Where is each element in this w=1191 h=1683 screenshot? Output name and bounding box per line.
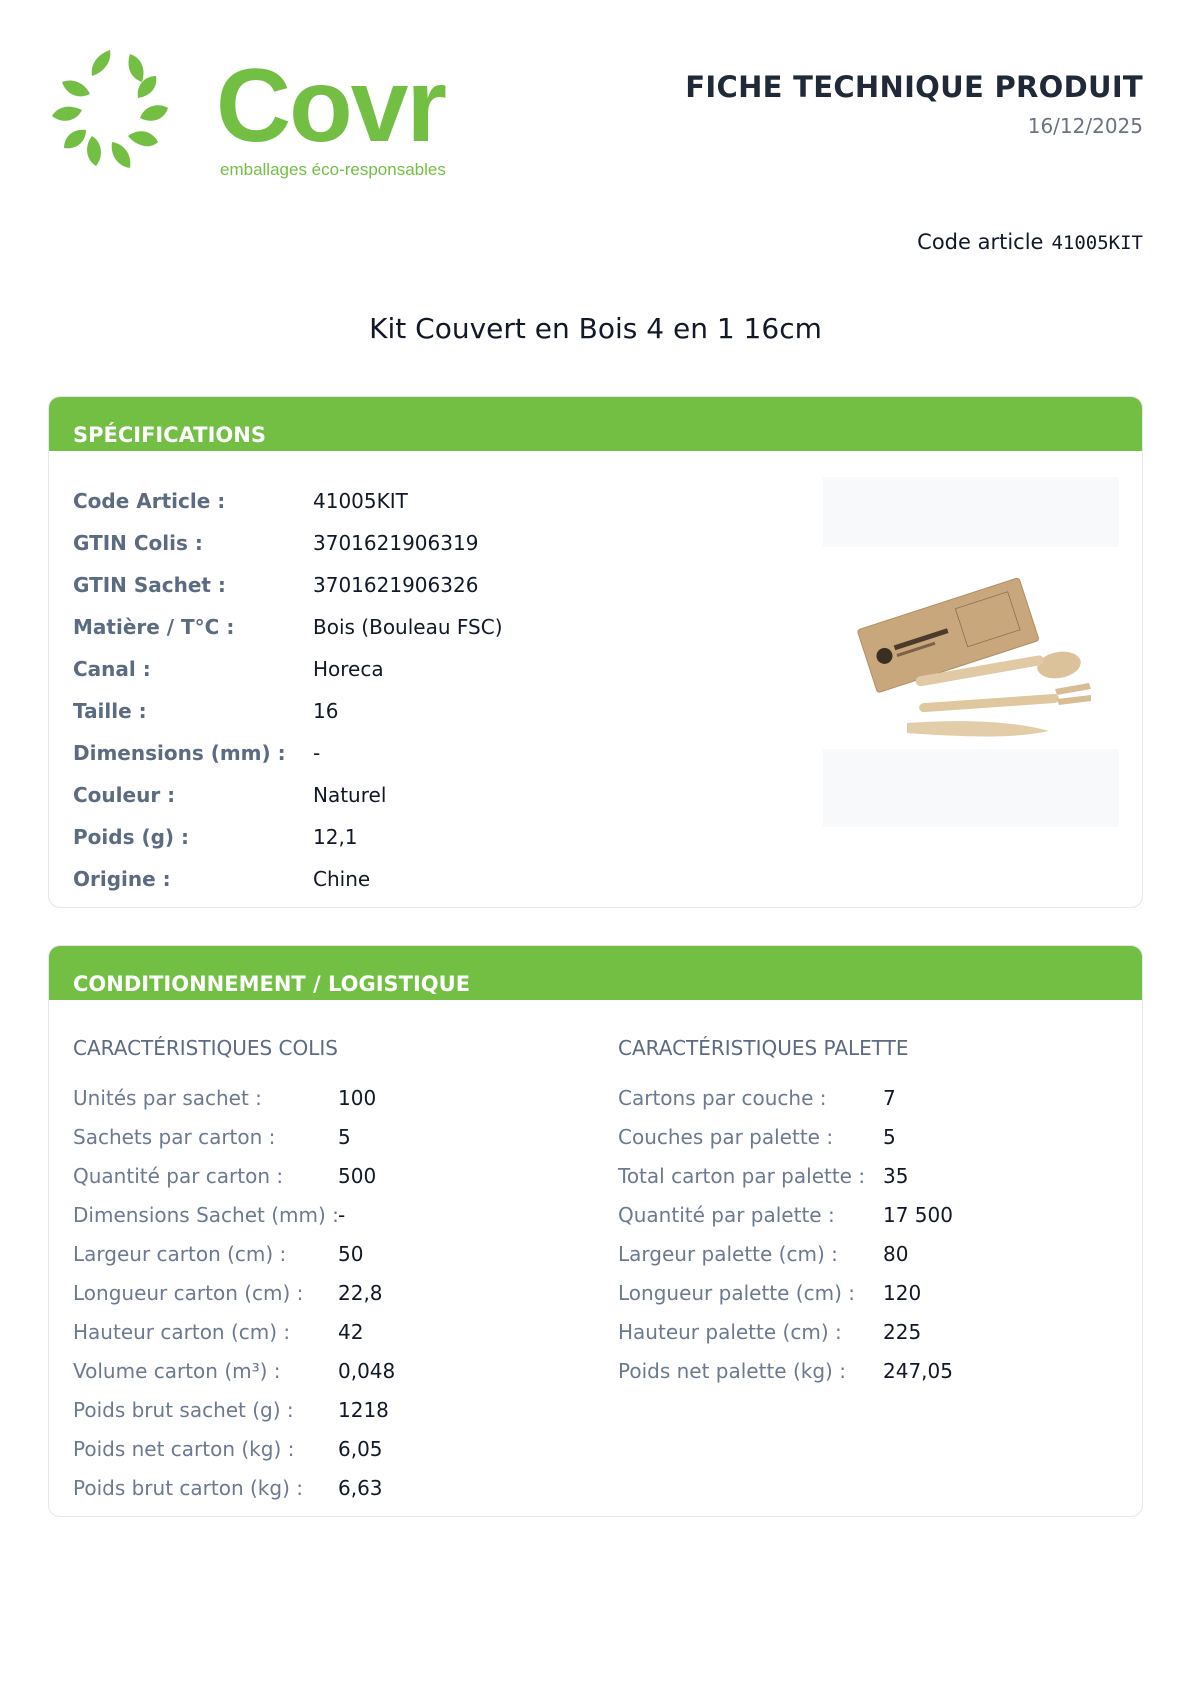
colis-value: 6,05 [338, 1437, 383, 1461]
spec-value: Chine [313, 867, 371, 891]
article-code-value: 41005KIT [1051, 232, 1143, 254]
wooden-cutlery-kit-image-icon [823, 477, 1119, 827]
colis-value: 1218 [338, 1398, 389, 1422]
palette-label: Longueur palette (cm) : [618, 1281, 855, 1305]
article-code-line [917, 230, 1143, 254]
spec-label: Code Article : [73, 489, 226, 513]
specifications-card [48, 396, 1143, 908]
colis-label: Dimensions Sachet (mm) : [73, 1203, 339, 1227]
palette-label: Total carton par palette : [618, 1164, 866, 1188]
palette-value: 80 [883, 1242, 909, 1266]
colis-label: Poids brut sachet (g) : [73, 1398, 294, 1422]
palette-value: 7 [883, 1086, 896, 1110]
palette-title: CARACTÉRISTIQUES PALETTE [618, 1036, 909, 1060]
palette-value: 225 [883, 1320, 922, 1344]
article-code-label: Code article [917, 230, 1044, 254]
spec-label: Origine : [73, 867, 171, 891]
palette-label: Couches par palette : [618, 1125, 834, 1149]
colis-value: 42 [338, 1320, 364, 1344]
spec-label: GTIN Colis : [73, 531, 203, 555]
colis-label: Sachets par carton : [73, 1125, 276, 1149]
colis-label: Hauteur carton (cm) : [73, 1320, 291, 1344]
spec-value: 3701621906319 [313, 531, 479, 555]
spec-label: Poids (g) : [73, 825, 189, 849]
spec-value: Naturel [313, 783, 387, 807]
palette-label: Cartons par couche : [618, 1086, 827, 1110]
product-image [823, 477, 1119, 827]
spec-value: Horeca [313, 657, 384, 681]
colis-value: 50 [338, 1242, 364, 1266]
palette-value: 5 [883, 1125, 896, 1149]
spec-value: 16 [313, 699, 339, 723]
spec-value: - [313, 741, 321, 765]
leaf-ring-logo-icon [48, 46, 178, 176]
palette-value: 247,05 [883, 1359, 953, 1383]
colis-label: Unités par sachet : [73, 1086, 262, 1110]
colis-value: - [338, 1203, 346, 1227]
palette-value: 35 [883, 1164, 909, 1188]
spec-label: Canal : [73, 657, 151, 681]
document-date: 16/12/2025 [1027, 114, 1143, 138]
colis-label: Poids brut carton (kg) : [73, 1476, 303, 1500]
spec-label: GTIN Sachet : [73, 573, 226, 597]
colis-value: 5 [338, 1125, 351, 1149]
spec-value: 41005KIT [313, 489, 408, 513]
colis-label: Largeur carton (cm) : [73, 1242, 287, 1266]
document-title: FICHE TECHNIQUE PRODUIT [685, 70, 1143, 104]
colis-value: 22,8 [338, 1281, 383, 1305]
product-title: Kit Couvert en Bois 4 en 1 16cm [369, 312, 822, 345]
spec-label: Matière / T°C : [73, 615, 235, 639]
spec-value: 12,1 [313, 825, 358, 849]
colis-label: Quantité par carton : [73, 1164, 284, 1188]
colis-label: Longueur carton (cm) : [73, 1281, 304, 1305]
palette-value: 17 500 [883, 1203, 953, 1227]
logistics-heading: CONDITIONNEMENT / LOGISTIQUE [49, 946, 1142, 1000]
spec-label: Couleur : [73, 783, 176, 807]
spec-label: Taille : [73, 699, 147, 723]
logistics-card [48, 945, 1143, 1517]
spec-value: 3701621906326 [313, 573, 479, 597]
brand-tagline: emballages éco-responsables [220, 160, 446, 179]
palette-label: Hauteur palette (cm) : [618, 1320, 842, 1344]
spec-label: Dimensions (mm) : [73, 741, 286, 765]
colis-value: 6,63 [338, 1476, 383, 1500]
colis-title: CARACTÉRISTIQUES COLIS [73, 1036, 338, 1060]
specifications-heading: SPÉCIFICATIONS [49, 397, 1142, 451]
colis-label: Poids net carton (kg) : [73, 1437, 295, 1461]
brand-wordmark: Covr [216, 48, 445, 164]
palette-value: 120 [883, 1281, 922, 1305]
palette-label: Quantité par palette : [618, 1203, 835, 1227]
palette-label: Largeur palette (cm) : [618, 1242, 838, 1266]
document-header [685, 70, 1143, 138]
spec-value: Bois (Bouleau FSC) [313, 615, 503, 639]
colis-value: 0,048 [338, 1359, 396, 1383]
colis-value: 100 [338, 1086, 377, 1110]
colis-value: 500 [338, 1164, 377, 1188]
palette-label: Poids net palette (kg) : [618, 1359, 846, 1383]
brand-logo [48, 46, 488, 196]
colis-label: Volume carton (m³) : [73, 1359, 281, 1383]
